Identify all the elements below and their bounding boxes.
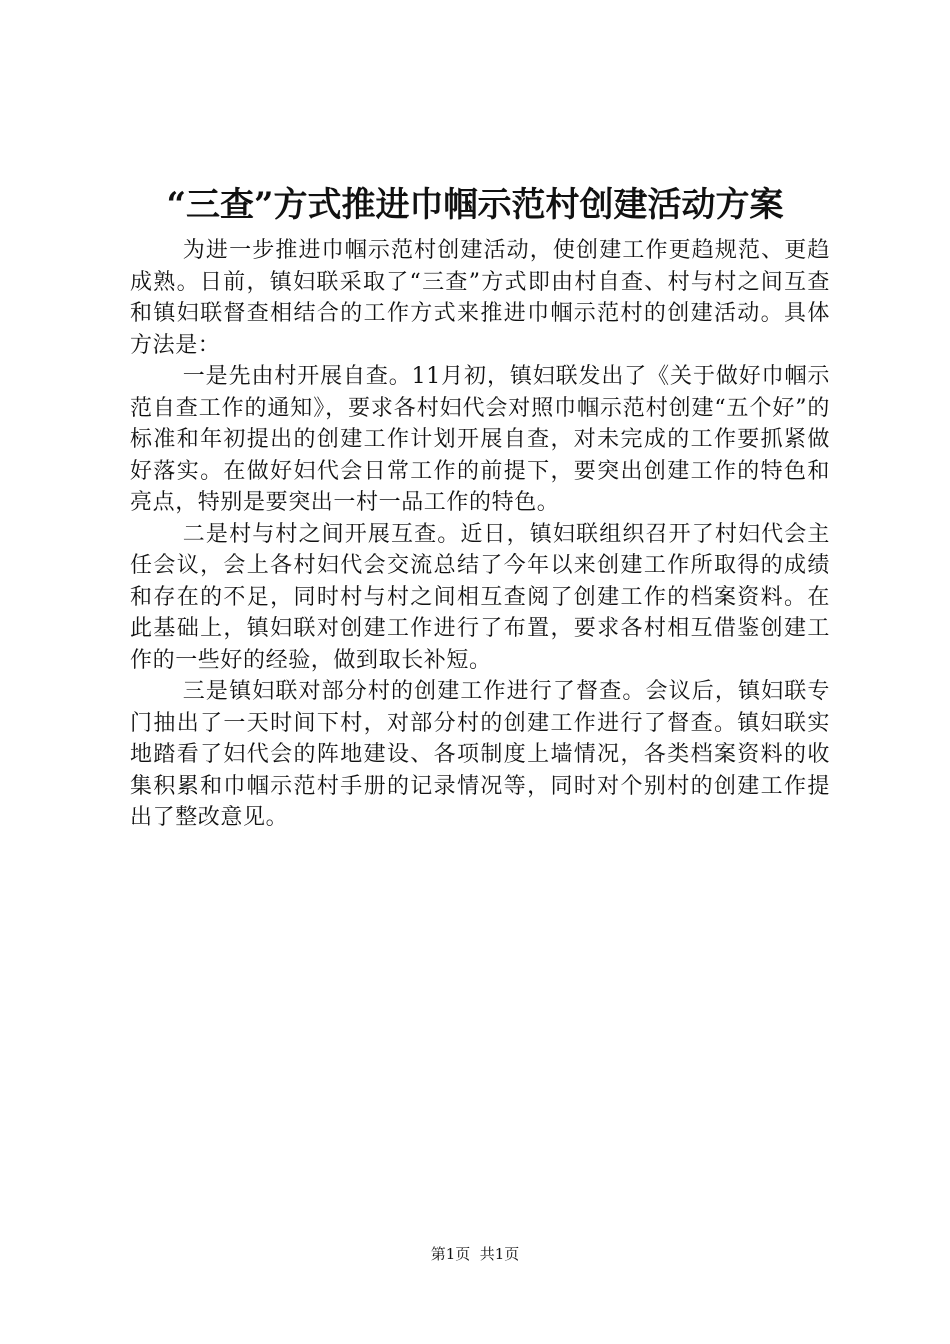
paragraph-supervision-check: 三是镇妇联对部分村的创建工作进行了督查。会议后，镇妇联专门抽出了一天时间下村，对部分村的创建工作进行了督查。镇妇联实地踏看了妇代会的阵地建设、各项制度上墙情况，各类档案资料的收集积累和巾帼示范村手册的记录情况等，同时对个别村的创建工作提出了整改意见。 [130, 679, 830, 830]
page-footer [0, 1242, 950, 1266]
document-body [130, 235, 830, 834]
paragraph-self-check: 一是先由村开展自查。11月初，镇妇联发出了《关于做好巾帼示范自查工作的通知》，要求各村妇代会对照巾帼示范村创建“五个好”的标准和年初提出的创建工作计划开展自查，对未完成的工作要抓紧做好落实。在做好妇代会日常工作的前提下，要突出创建工作的特色和亮点，特别是要突出一村一品工作的特色。 [130, 364, 830, 515]
paragraph-intro: 为进一步推进巾帼示范村创建活动，使创建工作更趋规范、更趋成熟。日前，镇妇联采取了“三查”方式即由村自查、村与村之间互查和镇妇联督查相结合的工作方式来推进巾帼示范村的创建活动。具体方法是： [130, 238, 830, 358]
page-number-label: 第1页 共1页 [430, 1245, 520, 1263]
paragraph-mutual-check: 二是村与村之间开展互查。近日，镇妇联组织召开了村妇代会主任会议，会上各村妇代会交流总结了今年以来创建工作所取得的成绩和存在的不足，同时村与村之间相互查阅了创建工作的档案资料。在此基础上，镇妇联对创建工作进行了布置，要求各村相互借鉴创建工作的一些好的经验，做到取长补短。 [130, 521, 830, 673]
document-title: “三查”方式推进巾帼示范村创建活动方案 [166, 185, 784, 225]
